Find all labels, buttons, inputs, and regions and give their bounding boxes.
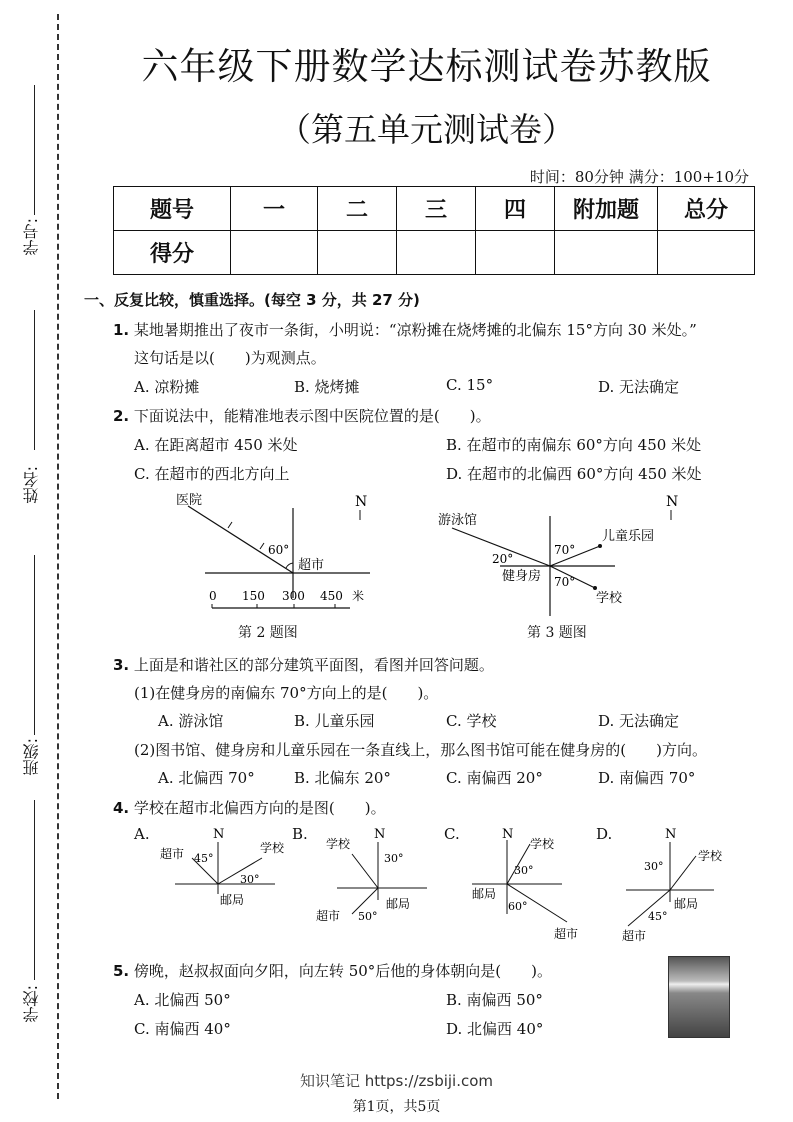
question-number: 1.: [113, 321, 130, 339]
option-d[interactable]: D. 南偏西 70°: [598, 769, 696, 787]
score-cell[interactable]: [397, 231, 476, 275]
option-c[interactable]: C. 南偏西 20°: [446, 769, 543, 787]
angle-label: 30°: [384, 852, 404, 865]
school-label: 学校: [326, 837, 351, 851]
sunset-photo: [668, 956, 730, 1038]
scale-tick: [260, 543, 264, 549]
question-3-sub1: (1)在健身房的南偏东 70°方向上的是( )。: [134, 684, 439, 702]
question-1-line2: 这句话是以( )为观测点。: [134, 349, 326, 367]
angle-label: 30°: [644, 860, 664, 873]
score-cell[interactable]: [476, 231, 555, 275]
binding-dashed-line: [57, 14, 59, 1099]
option-b[interactable]: B. 在超市的南偏东 60°方向 450 米处: [446, 436, 702, 454]
option-b[interactable]: B. 北偏东 20°: [294, 769, 391, 787]
post-label: 邮局: [674, 897, 699, 911]
school-label: 学校: [260, 841, 285, 855]
angle-label: 30°: [514, 864, 534, 877]
option-c[interactable]: C. 学校: [446, 712, 497, 730]
watermark: 知识笔记 https://zsbiji.com: [299, 1072, 494, 1090]
name-line: [34, 310, 35, 450]
question-3-sub2: (2)图书馆、健身房和儿童乐园在一条直线上，那么图书馆可能在健身房的( )方向。: [134, 741, 707, 759]
class-label: 班级:: [22, 738, 41, 776]
north-label: N: [502, 827, 514, 842]
score-header-row: [114, 187, 755, 231]
figure-2-diagram: [160, 488, 380, 618]
figure-3-caption: 第 3 题图: [527, 625, 587, 641]
option-b[interactable]: B. 烧烤摊: [294, 378, 360, 396]
diagram-b-label[interactable]: B.: [292, 825, 308, 843]
market-label: 超市: [160, 847, 185, 861]
question-2: [113, 405, 491, 426]
question-text: 某地暑期推出了夜市一条街，小明说：“凉粉摊在烧烤摊的北偏东 15°方向 30 米处。”: [133, 321, 697, 339]
score-row-label: 得分: [114, 231, 231, 275]
option-d[interactable]: D. 在超市的北偏西 60°方向 450 米处: [446, 465, 702, 483]
north-label: N: [665, 827, 677, 842]
question-5: [113, 960, 552, 981]
option-a[interactable]: A. 在距离超市 450 米处: [134, 436, 298, 454]
post-label: 邮局: [220, 893, 245, 907]
angle-label: 60°: [508, 900, 528, 913]
score-table: [113, 186, 755, 275]
school-dot: [593, 586, 597, 590]
exam-meta: 时间：80分钟 满分：100+10分: [529, 168, 749, 186]
option-a[interactable]: A. 北偏西 50°: [134, 991, 231, 1009]
angle-label: 50°: [358, 910, 378, 923]
park-label: 儿童乐园: [602, 529, 655, 544]
class-line: [34, 555, 35, 735]
score-header-cell: 一: [231, 187, 318, 231]
option-d[interactable]: D. 无法确定: [598, 378, 680, 396]
hospital-ray: [188, 506, 293, 573]
question-text: 傍晚，赵叔叔面向夕阳，向左转 50°后他的身体朝向是( )。: [133, 962, 552, 980]
score-header-cell: 四: [476, 187, 555, 231]
question-number: 2.: [113, 407, 130, 425]
score-cell[interactable]: [318, 231, 397, 275]
name-label: 姓名:: [22, 466, 41, 504]
question-text: 下面说法中，能精准地表示图中医院位置的是( )。: [133, 407, 491, 425]
option-c[interactable]: C. 15°: [446, 376, 494, 394]
angle-label: 60°: [268, 543, 290, 557]
angle-label: 45°: [648, 910, 668, 923]
scale-tick: [228, 522, 232, 528]
angle-label: 70°: [554, 575, 576, 589]
score-cell[interactable]: [555, 231, 658, 275]
score-header-cell: 附加题: [555, 187, 658, 231]
school-ray: [352, 854, 378, 888]
scale-label: 450: [320, 589, 343, 603]
scale-label: 0: [209, 589, 217, 603]
score-cell[interactable]: [658, 231, 755, 275]
school-label: 学校: [698, 849, 723, 863]
option-b[interactable]: B. 南偏西 50°: [446, 991, 543, 1009]
angle-arc: [286, 563, 293, 568]
north-label: N: [374, 827, 386, 842]
north-label: N: [666, 494, 679, 510]
diagram-d[interactable]: [616, 822, 746, 944]
student-no-label: 学号:: [22, 218, 41, 256]
page-subtitle: （第五单元测试卷）: [278, 110, 575, 149]
question-number: 3.: [113, 656, 130, 674]
post-label: 邮局: [386, 897, 411, 911]
figure-3-diagram: [430, 488, 690, 618]
question-1: [113, 319, 697, 340]
market-label: 超市: [554, 927, 579, 941]
option-a[interactable]: A. 北偏西 70°: [158, 769, 255, 787]
north-label: N: [213, 827, 225, 842]
hospital-label: 医院: [176, 493, 203, 508]
question-3: [113, 654, 494, 675]
option-c[interactable]: C. 南偏西 40°: [134, 1020, 231, 1038]
option-a[interactable]: A. 凉粉摊: [134, 378, 200, 396]
question-number: 5.: [113, 962, 130, 980]
park-dot: [598, 544, 602, 548]
score-cell[interactable]: [231, 231, 318, 275]
angle-label: 70°: [554, 543, 576, 557]
diagram-a-label[interactable]: A.: [134, 825, 150, 843]
section-heading: 一、反复比较，慎重选择。(每空 3 分，共 27 分): [84, 291, 420, 309]
angle-label: 20°: [492, 552, 514, 566]
figure-2-caption: 第 2 题图: [238, 625, 298, 641]
diagram-a[interactable]: [150, 822, 290, 922]
school-ray: [670, 856, 696, 890]
school-line: [34, 800, 35, 980]
option-c[interactable]: C. 在超市的西北方向上: [134, 465, 290, 483]
page-title: 六年级下册数学达标测试卷苏教版: [141, 45, 712, 88]
question-4: [113, 797, 386, 818]
market-label: 超市: [316, 909, 341, 923]
diagram-c-label[interactable]: C.: [444, 825, 460, 843]
market-label: 超市: [622, 929, 647, 943]
diagram-d-label[interactable]: D.: [596, 825, 613, 843]
market-label: 超市: [298, 558, 325, 573]
gym-label: 健身房: [502, 569, 542, 584]
option-a[interactable]: A. 游泳馆: [158, 712, 224, 730]
score-header-cell: 总分: [658, 187, 755, 231]
score-header-cell: 三: [397, 187, 476, 231]
scale-label: 150: [242, 589, 265, 603]
option-d[interactable]: D. 无法确定: [598, 712, 680, 730]
north-label: N: [355, 494, 368, 510]
question-text: 上面是和谐社区的部分建筑平面图，看图并回答问题。: [133, 656, 494, 674]
diagram-b[interactable]: [312, 822, 442, 926]
option-b[interactable]: B. 儿童乐园: [294, 712, 375, 730]
question-number: 4.: [113, 799, 130, 817]
score-header-cell: 二: [318, 187, 397, 231]
post-label: 邮局: [472, 887, 497, 901]
option-d[interactable]: D. 北偏西 40°: [446, 1020, 544, 1038]
score-value-row: [114, 231, 755, 275]
angle-label: 30°: [240, 873, 260, 886]
angle-label: 45°: [194, 852, 214, 865]
school-label: 学校: [530, 837, 555, 851]
scale-label: 300: [282, 589, 305, 603]
pool-label: 游泳馆: [438, 513, 478, 528]
question-text: 学校在超市北偏西方向的是图( )。: [133, 799, 386, 817]
score-header-cell: 题号: [114, 187, 231, 231]
school-label: 学校:: [22, 985, 41, 1023]
scale-unit: 米: [352, 589, 365, 603]
page-number: 第1页，共5页: [352, 1099, 441, 1115]
diagram-c[interactable]: [462, 822, 602, 944]
school-label: 学校: [596, 591, 623, 606]
